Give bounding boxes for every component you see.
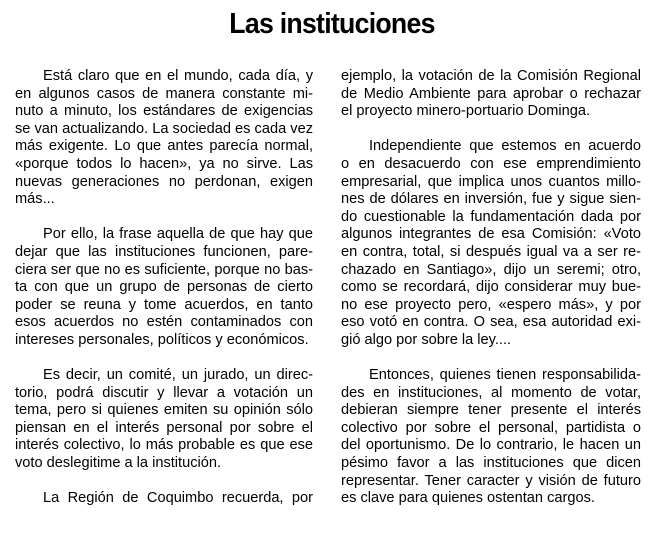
paragraph <box>15 68 313 209</box>
text-line: Por ello, la frase aquella de que hay que <box>43 226 313 243</box>
text-line: es clave para quienes ostentan cargos. <box>341 490 595 507</box>
text-line: Es decir, un comité, un jurado, un direc- <box>43 367 313 384</box>
text-line: el proyecto minero-portuario Dominga. <box>341 103 591 120</box>
text-line: Independiente que estemos en acuerdo <box>369 138 641 155</box>
left-column <box>15 68 313 525</box>
text-line: colectivo por sobre el personal, partidista o <box>341 419 641 436</box>
text-line: poder se reuna y tome acuerdos, en tanto <box>15 296 313 313</box>
text-line: piensan en el interés personal por sobre el <box>15 419 313 436</box>
text-line: representar. Tener caracter y visión de futuro <box>341 472 641 489</box>
text-line: en algunos casos de manera constante mi- <box>15 85 313 102</box>
text-line: esos acuerdos no estén contaminados con <box>15 314 313 331</box>
text-line: como se recordará, dijo considerar muy bue- <box>341 279 641 296</box>
text-line: ta con que un grupo de personas de cierto <box>15 279 313 296</box>
paragraph <box>341 138 641 349</box>
text-line: de Medio Ambiente para aprobar o rechazar <box>341 85 641 102</box>
article-title: Las instituciones <box>229 8 435 40</box>
text-line: se van actualizando. La sociedad es cada vez <box>15 120 313 137</box>
text-line: o en desacuerdo con ese emprendimiento <box>341 155 641 172</box>
paragraph <box>341 367 641 508</box>
text-line: tema, pero si quienes emiten su opinión sólo <box>15 402 313 419</box>
text-line: más exigente. Lo que antes parecía normal, <box>15 138 313 155</box>
text-line: no ese proyecto pero, «espero más», y por <box>341 296 641 313</box>
text-line: dejar que las instituciones funcionen, pare- <box>15 243 313 260</box>
text-line: La Región de Coquimbo recuerda, por <box>43 490 313 507</box>
text-line: chazado en Santiago», dijo un seremi; otro, <box>341 261 641 278</box>
text-line: ejemplo, la votación de la Comisión Regional <box>341 68 641 84</box>
text-line: des en instituciones, al momento de votar, <box>341 384 641 401</box>
text-line: más... <box>15 191 55 208</box>
paragraph <box>341 68 641 121</box>
text-line: eso votó en contra. O sea, esa autoridad exi- <box>341 314 641 331</box>
text-line: intereses personales, políticos y económicos. <box>15 331 309 348</box>
text-line: ciera ser que no es suficiente, porque no bas- <box>15 261 313 278</box>
text-line: empresarial, que implica unos cuantos millo- <box>341 173 641 190</box>
text-line: gió algo por sobre la ley.... <box>341 331 512 348</box>
text-line: algunos integrantes de esa Comisión: «Voto <box>341 226 641 243</box>
text-line: nes de dólares en inversión, fue y sigue sien- <box>341 191 641 208</box>
text-line: interés colectivo, lo más probable es que ese <box>15 437 313 454</box>
text-line: Está claro que en el mundo, cada día, y <box>43 68 313 84</box>
text-line: del oportunismo. De lo contrario, le hacen un <box>341 437 641 454</box>
text-line: nuto a minuto, los estándares de exigencias <box>15 103 313 120</box>
text-line: nuevas generaciones no perdonan, exigen <box>15 173 313 190</box>
paragraph <box>15 490 313 508</box>
text-line: voto deslegitime a la institución. <box>15 455 222 472</box>
text-line: debieran siempre tener presente el interés <box>341 402 641 419</box>
text-line: en contra, total, si después igual va a ser re- <box>341 243 641 260</box>
right-column <box>341 68 641 525</box>
paragraph <box>15 367 313 473</box>
text-line: «porque todos lo hacen», ya no sirve. Las <box>15 155 313 172</box>
paragraph <box>15 226 313 349</box>
text-line: torio, podrá discutir y llevar a votación un <box>15 384 313 401</box>
text-line: do cuestionable la fundamentación dada por <box>341 208 641 225</box>
text-line: Entonces, quienes tienen responsabilida- <box>369 367 641 384</box>
text-line: pésimo favor a las instituciones que dicen <box>341 455 641 472</box>
